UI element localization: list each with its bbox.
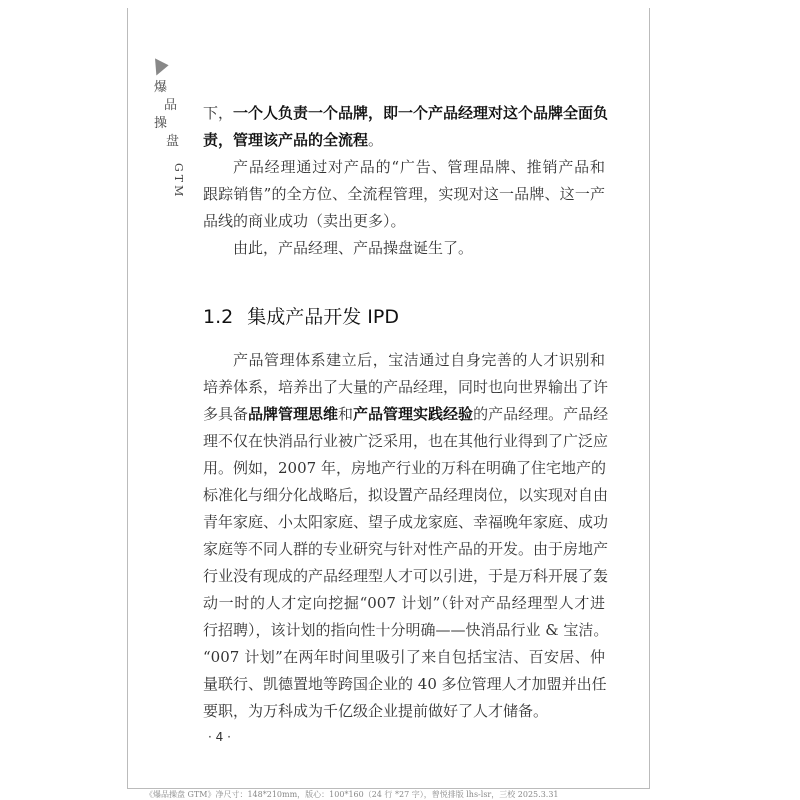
running-head-char: 盘: [166, 134, 180, 149]
text-run: 用。例如，2007 年，房地产行业的万科在明确了住宅地产的: [203, 459, 606, 477]
text-line: [203, 648, 605, 666]
text-line: [203, 432, 609, 450]
text-line: [203, 621, 609, 639]
text-run: 理不仅在快消品行业被广泛采用，也在其他行业得到了广泛应: [203, 432, 609, 450]
text-run: 行业没有现成的产品经理型人才可以引进，于是万科开展了轰: [203, 567, 609, 585]
text-line: [203, 459, 605, 477]
text-run: 跟踪销售”的全方位、全流程管理，实现对这一品牌、这一产: [203, 185, 605, 203]
text-line: [203, 486, 609, 504]
bold-text: 品牌管理思维: [248, 405, 339, 423]
text-run: 行招聘），该计划的指向性十分明确——快消品行业 & 宝洁。: [203, 621, 609, 639]
text-line: [203, 185, 605, 203]
running-head-latin: GTM: [172, 163, 185, 200]
text-line: [203, 378, 609, 396]
text-line: [233, 351, 605, 369]
text-run: 由此，产品经理、产品操盘诞生了。: [233, 239, 474, 257]
running-head-char: 品: [164, 98, 178, 113]
text-line: [203, 567, 609, 585]
print-footer: 《爆品操盘 GTM》净尺寸：148*210mm，版心：100*160（24 行 *27 字），曾悦排版 lhs-lsr，三校 2025.3.31: [145, 790, 559, 799]
text-line: [203, 540, 609, 558]
text-line: [233, 239, 605, 257]
text-run: 标准化与细分化战略后，拟设置产品经理岗位，以实现对自由: [203, 486, 609, 504]
text-run: 的产品经理。产品经: [473, 405, 609, 423]
text-run: 要职，为万科成为千亿级企业提前做好了人才储备。: [203, 702, 549, 720]
text-run: 产品管理体系建立后，宝洁通过自身完善的人才识别和: [233, 351, 605, 369]
text-line: [203, 702, 605, 720]
triangle-ornament-icon: [147, 54, 168, 75]
text-line: [203, 131, 605, 149]
text-line: [203, 513, 609, 531]
text-run: 产品经理通过对产品的“广告、管理品牌、推销产品和: [233, 158, 605, 176]
running-head-char: 操: [154, 116, 168, 131]
text-line: [203, 405, 609, 423]
text-run: 培养体系，培养出了大量的产品经理，同时也向世界输出了许: [203, 378, 609, 396]
text-run: 下，: [203, 104, 234, 122]
section-heading: [203, 302, 413, 329]
text-run: 青年家庭、小太阳家庭、望子成龙家庭、幸福晚年家庭、成功: [203, 513, 609, 531]
text-run: 。: [368, 131, 384, 149]
text-run: 品线的商业成功（卖出更多）。: [203, 212, 406, 230]
text-run: 和: [338, 405, 354, 423]
bold-text: 产品管理实践经验: [353, 405, 474, 423]
text-run: 多具备: [203, 405, 249, 423]
text-line: [233, 158, 605, 176]
bold-text: 一个人负责一个品牌，即一个产品经理对这个品牌全面负: [233, 104, 609, 122]
text-line: [203, 212, 605, 230]
text-run: 量联行、凯德置地等跨国企业的 40 多位管理人才加盟并出任: [203, 675, 607, 693]
section-title: 集成产品开发 IPD: [247, 306, 399, 328]
text-line: [203, 675, 605, 693]
page-frame: [127, 8, 650, 789]
text-line: [203, 594, 605, 612]
text-run: 家庭等不同人群的专业研究与针对性产品的开发。由于房地产: [203, 540, 609, 558]
text-run: “007 计划”在两年时间里吸引了来自包括宝洁、百安居、仲: [203, 648, 605, 666]
section-number: 1.2: [203, 306, 234, 328]
text-line: [203, 104, 609, 122]
running-head: [140, 58, 190, 200]
text-run: 动一时的人才定向挖掘“007 计划”（针对产品经理型人才进: [203, 594, 605, 612]
running-head-char: 爆: [154, 80, 168, 95]
page-number: · 4 ·: [208, 730, 231, 744]
bold-text: 责，管理该产品的全流程: [203, 131, 369, 149]
